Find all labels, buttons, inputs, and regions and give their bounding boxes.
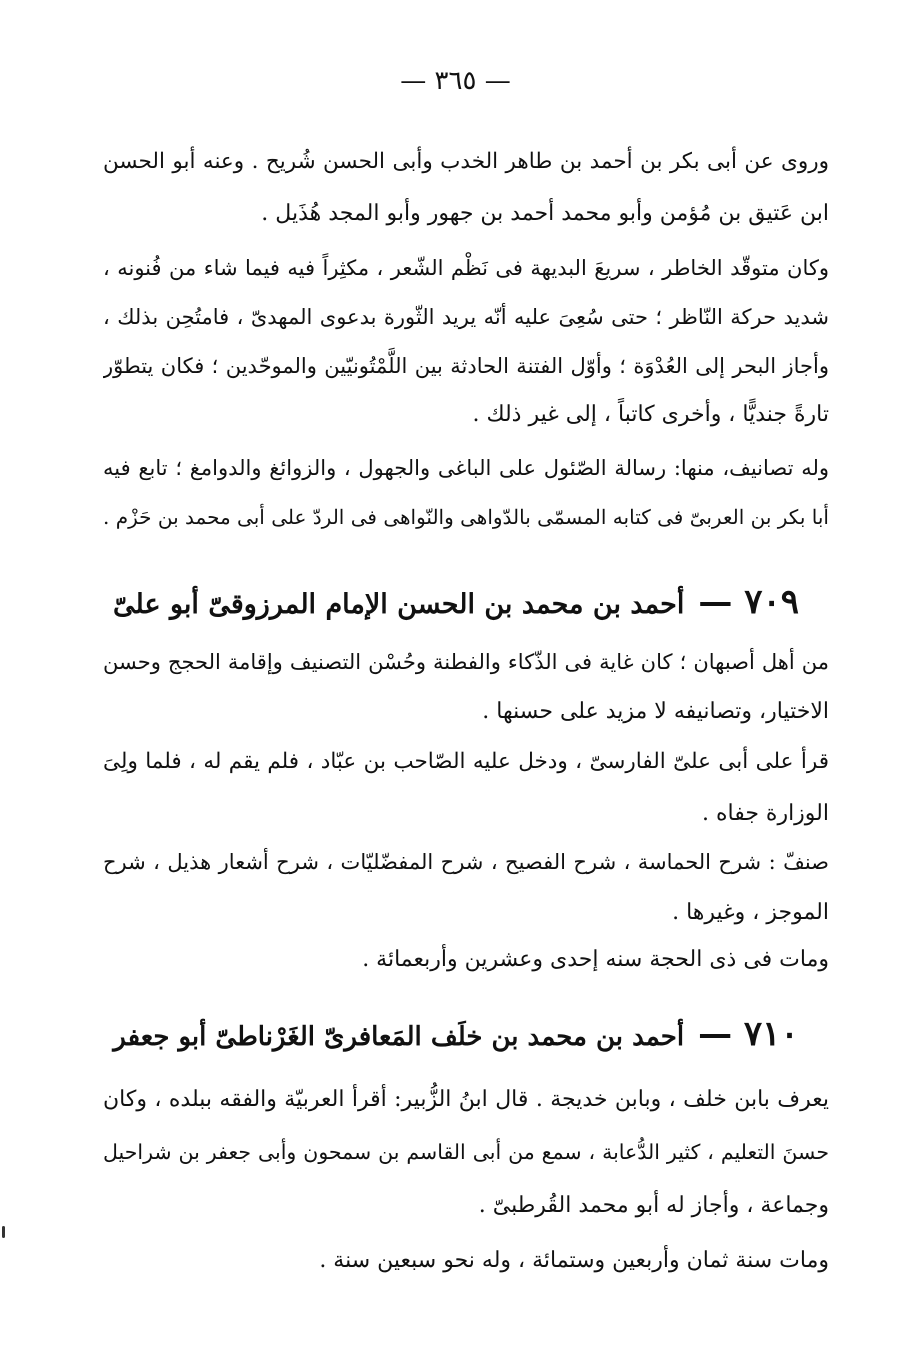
text-line: قرأ على أبى علىّ الفارسىّ ، ودخل عليه الصّاحب بن عبّاد ، فلم يقم له ، فلما ولِىَ [103,749,829,774]
page-number: — ٣٦٥ — [400,66,511,96]
text-line: وروى عن أبى بكر بن أحمد بن طاهر الخدب وأبى الحسن شُريح . وعنه أبو الحسن [103,149,829,174]
text-line: من أهل أصبهان ؛ كان غاية فى الذّكاء والفطنة وحُسْن التصنيف وإقامة الحجج وحسن [103,650,829,674]
entry-heading-710 [111,1004,801,1064]
text-line: أبا بكر بن العربىّ فى كتابه المسمّى بالدّواهى والنّواهى فى الردّ على أبى محمد بن حَزْم . [103,505,829,529]
text-line: وكان متوقّد الخاطر ، سريعَ البديهة فى نَظْم الشّعر ، مكثِراً فيه فيما شاء من فُنونه ، [103,256,829,280]
text-line: صنفّ : شرح الحماسة ، شرح الفصيح ، شرح المفضّليّات ، شرح أشعار هذيل ، شرح [103,850,829,874]
text-line: شديد حركة النّاظر ؛ حتى سُعِىَ عليه أنّه يريد الثّورة بدعوى المهدىّ ، فامتُحِن بذلك ، [103,305,829,329]
text-line: الوزارة جفاه . [701,801,829,826]
text-line: يعرف بابن خلف ، وبابن خديجة . قال ابنُ الزُّبير: أقرأ العربيّة والفقه ببلده ، وكان [103,1087,829,1112]
text-line: ومات سنة ثمان وأربعين وستمائة ، وله نحو سبعين سنة . [319,1248,829,1273]
entry-number: ٧١٠ — [698,1014,799,1054]
text-line: وجماعة ، وأجاز له أبو محمد القُرطبىّ . [478,1193,829,1218]
text-line: الاختيار، وتصانيفه لا مزيد على حسنها . [482,699,829,724]
entry-heading-709 [111,572,801,632]
entry-number: ٧٠٩ — [698,582,799,622]
text-line: حسنَ التعليم ، كثير الدُّعابة ، سمع من أبى القاسم بن سمحون وأبى جعفر بن شراحيل [103,1140,829,1164]
text-line: الموجز ، وغيرها . [672,900,829,925]
text-line: وله تصانيف، منها: رسالة الصّئول على الباغى والجهول ، والزوائغ والدوامغ ؛ تابع فيه [103,456,829,480]
text-line: وأجاز البحر إلى العُدْوَة ؛ وأوّل الفتنة الحادثة بين اللَّمْتُونيّين والموحّدين ؛ فكان يتطوّر [103,354,829,378]
entry-title: أحمد بن محمد بن خلَف المَعافرىّ الغَرْناطىّ أبو جعفر [113,1022,685,1052]
text-line: تارةً جنديًّا ، وأخرى كاتباً ، إلى غير ذلك . [472,402,829,427]
entry-title: أحمد بن محمد بن الحسن الإمام المرزوقىّ أبو علىّ [113,589,685,620]
scan-mark [2,1226,5,1238]
text-line: ابن عَتيق بن مُؤمن وأبو محمد أحمد بن جهور وأبو المجد هُذَيل . [261,201,829,226]
text-line: ومات فى ذى الحجة سنه إحدى وعشرين وأربعمائة . [362,947,829,972]
